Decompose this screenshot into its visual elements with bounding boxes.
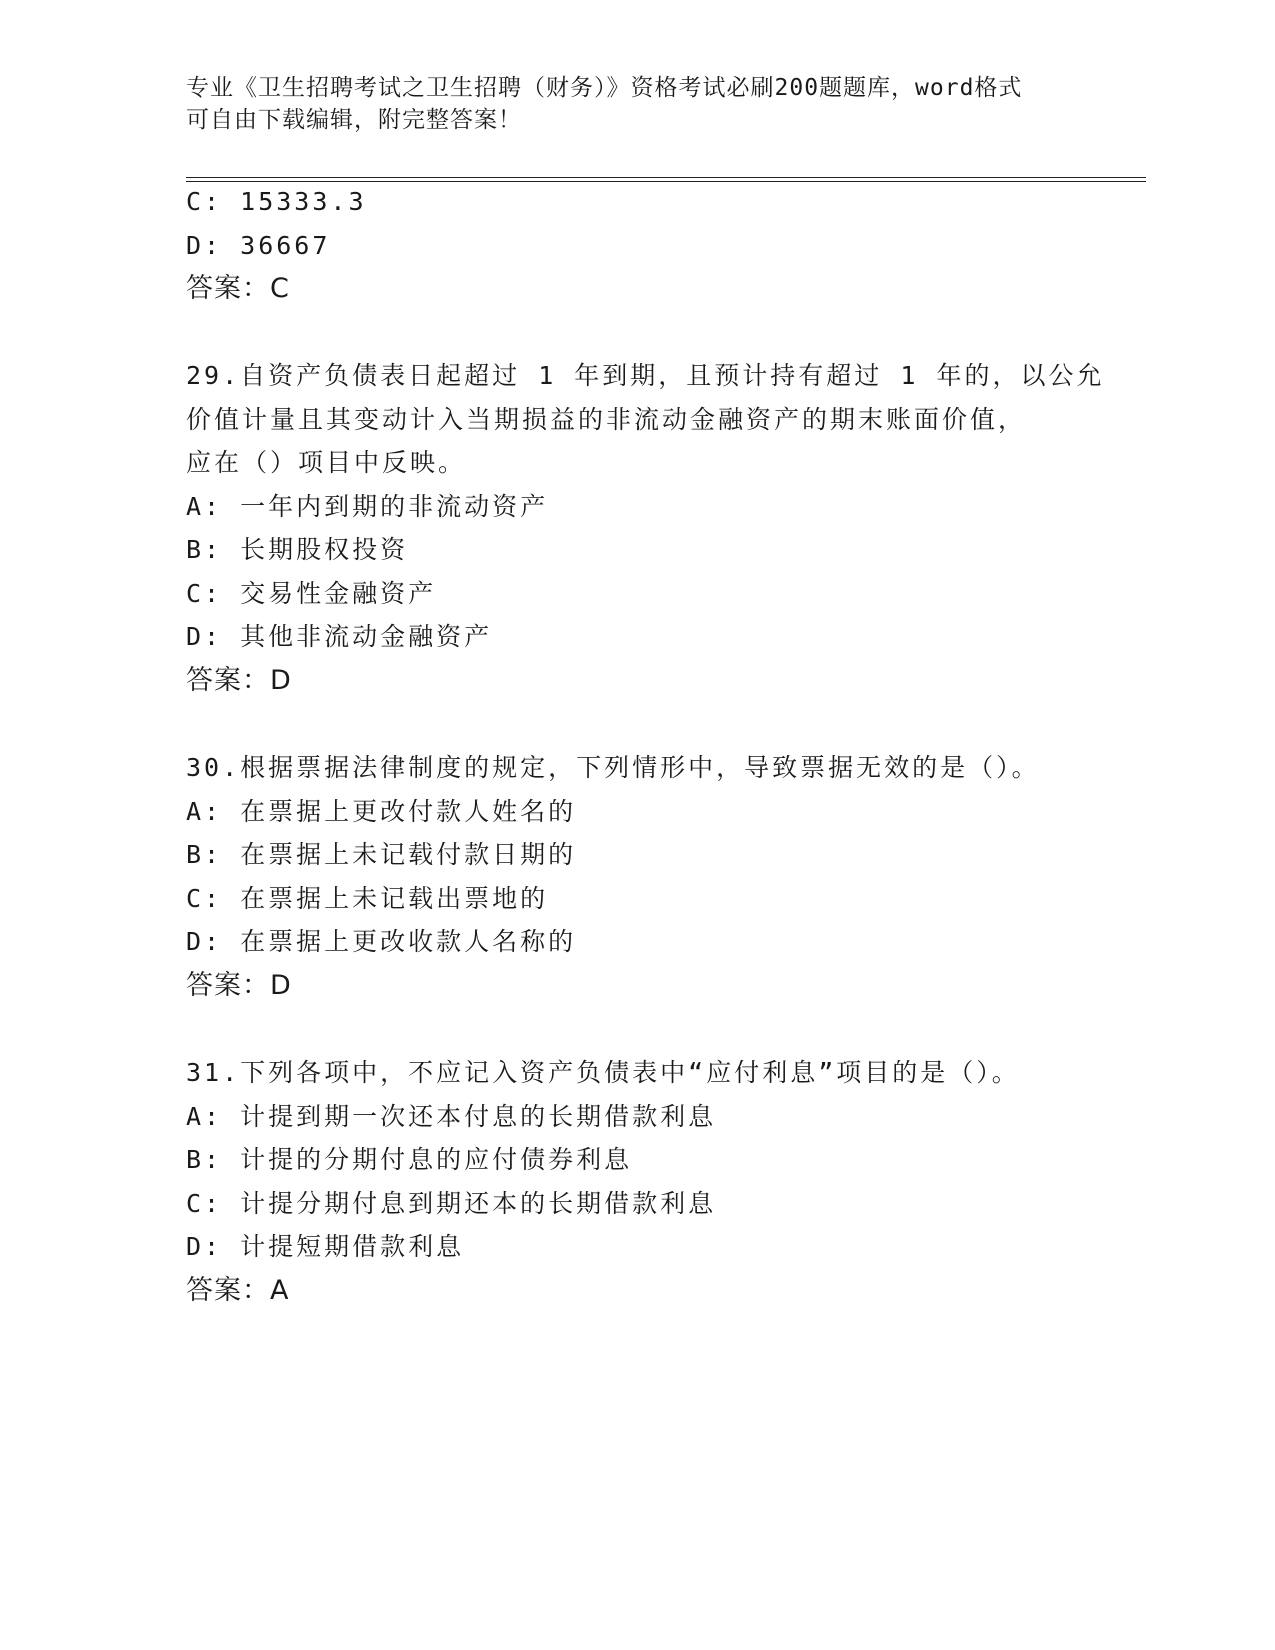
- question-30-stem-line-1: 30.根据票据法律制度的规定，下列情形中，导致票据无效的是（）。: [186, 753, 1040, 782]
- question-29-stem-line-1: 29.自资产负债表日起超过 1 年到期，且预计持有超过 1 年的，以公允: [186, 361, 1105, 390]
- question-31-option-c: C: 计提分期付息到期还本的长期借款利息: [186, 1189, 717, 1218]
- question-31-option-b: B: 计提的分期付息的应付债券利息: [186, 1145, 633, 1174]
- question-30-option-d: D: 在票据上更改收款人名称的: [186, 927, 577, 956]
- question-31-stem-line-1: 31.下列各项中，不应记入资产负债表中“应付利息”项目的是（）。: [186, 1058, 1020, 1087]
- question-29-stem-line-2: 价值计量且其变动计入当期损益的非流动金融资产的期末账面价值，: [186, 405, 1027, 434]
- question-30-option-a: A: 在票据上更改付款人姓名的: [186, 797, 577, 826]
- document-header: [186, 72, 1086, 136]
- question-30-option-c: C: 在票据上未记载出票地的: [186, 884, 549, 913]
- question-29-stem-line-3: 应在（）项目中反映。: [186, 448, 467, 477]
- answer-line: 答案：C: [186, 273, 290, 304]
- question-31-option-d: D: 计提短期借款利息: [186, 1232, 465, 1261]
- question-31-answer: 答案：A: [186, 1275, 290, 1306]
- question-31-option-a: A: 计提到期一次还本付息的长期借款利息: [186, 1102, 717, 1131]
- option-c: C: 15333.3: [186, 187, 367, 216]
- question-30-option-b: B: 在票据上未记载付款日期的: [186, 840, 577, 869]
- header-line-1: 专业《卫生招聘考试之卫生招聘（财务）》资格考试必刷200题题库，word格式: [186, 75, 1023, 101]
- header-line-2: 可自由下载编辑，附完整答案！: [186, 107, 522, 133]
- header-divider-top: [186, 177, 1146, 178]
- question-30-answer: 答案：D: [186, 970, 292, 1001]
- question-29-answer: 答案：D: [186, 665, 292, 696]
- option-d: D: 36667: [186, 231, 331, 260]
- question-29-option-b: B: 长期股权投资: [186, 535, 409, 564]
- header-divider-bottom: [186, 181, 1146, 182]
- question-29-option-c: C: 交易性金融资产: [186, 579, 437, 608]
- question-29-option-a: A: 一年内到期的非流动资产: [186, 492, 549, 521]
- question-29-option-d: D: 其他非流动金融资产: [186, 622, 493, 651]
